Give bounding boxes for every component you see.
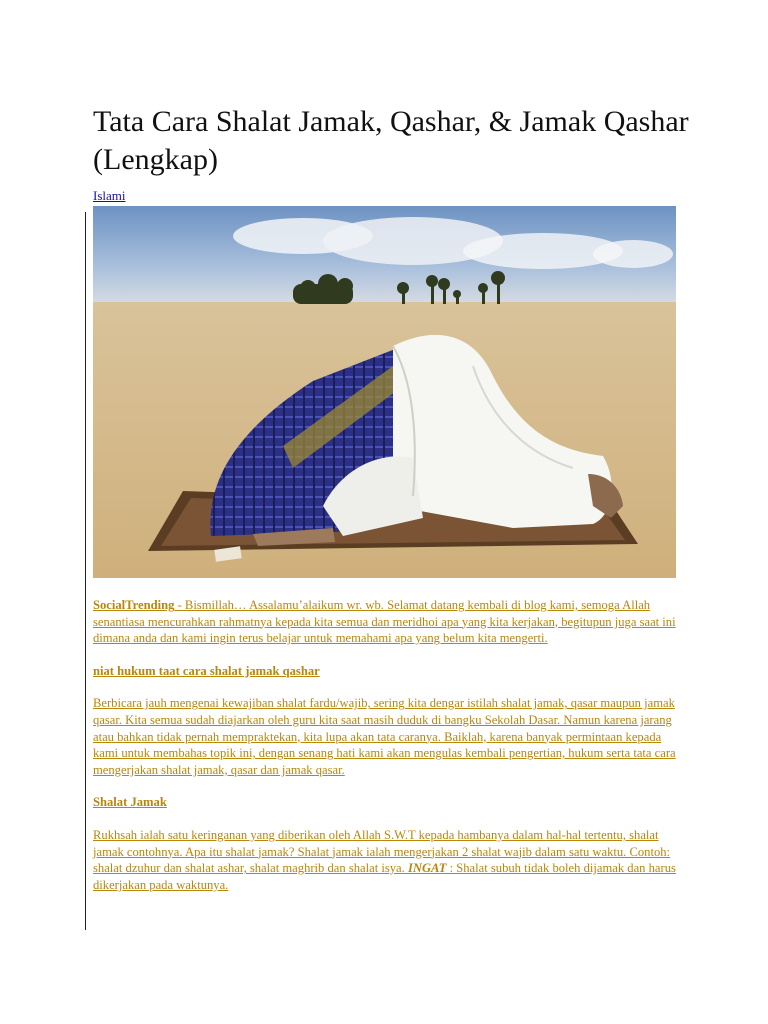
emphasis-ingat: INGAT [407, 861, 447, 876]
article-title: Tata Cara Shalat Jamak, Qashar, & Jamak Qashar (Lengkap) [93, 105, 689, 176]
subheading-shalat-jamak[interactable]: Shalat Jamak [93, 795, 167, 810]
paragraph-shalat-fardu[interactable]: Berbicara jauh mengenai kewajiban shalat fardu/wajib, sering kita dengar istilah shalat jamak, qasar maupun jamak qasar. Kita semua sudah diajarkan oleh guru kita saat masih duduk di bangku Sekolah Dasar. Namun karena jarang atau bahkan tidak pernah mempraktekan, kita lupa akan tata caranya. Baiklah, karena banyak permintaan kepada kami untuk membahas topik ini, dengan senang hati kami akan mengulas kembali pengertian, hukum serta tata cara mengerjakan shalat jamak, qasar dan jamak qasar. [93, 696, 676, 777]
paragraph-rukhsah[interactable] [93, 827, 678, 893]
rukhsah-text: Rukhsah ialah satu keringanan yang diberikan oleh Allah S.W.T kepada hambanya dalam hal-hal tertentu, shalat jamak contohnya. Apa itu shalat jamak? Shalat jamak ialah mengerjakan 2 shalat wajib dalam satu waktu. Contoh: shalat dzuhur dan shalat ashar, shalat maghrib dan shalat isya. [93, 827, 671, 876]
intro-paragraph[interactable] [93, 597, 678, 647]
category-link[interactable]: Islami [93, 188, 126, 203]
subheading-niat[interactable]: niat hukum taat cara shalat jamak qashar [93, 663, 320, 678]
article-hero-image [93, 206, 676, 578]
margin-rule [85, 212, 86, 930]
source-label[interactable]: SocialTrending [93, 598, 175, 612]
rukhsah-tail: : Shalat subuh tidak boleh dijamak dan harus dikerjakan pada waktunya. [93, 861, 676, 892]
article-body [93, 597, 678, 909]
intro-text: - Bismillah… Assalamu’alaikum wr. wb. Selamat datang kembali di blog kami, semoga Allah senantiasa mencurahkan rahmatnya kepada kita semua dan meridhoi apa yang kita kerjakan, begitupun juga saat ini dimana anda dan kami ingin terus belajar untuk memahami apa yang belum kita mengerti. [93, 598, 676, 646]
